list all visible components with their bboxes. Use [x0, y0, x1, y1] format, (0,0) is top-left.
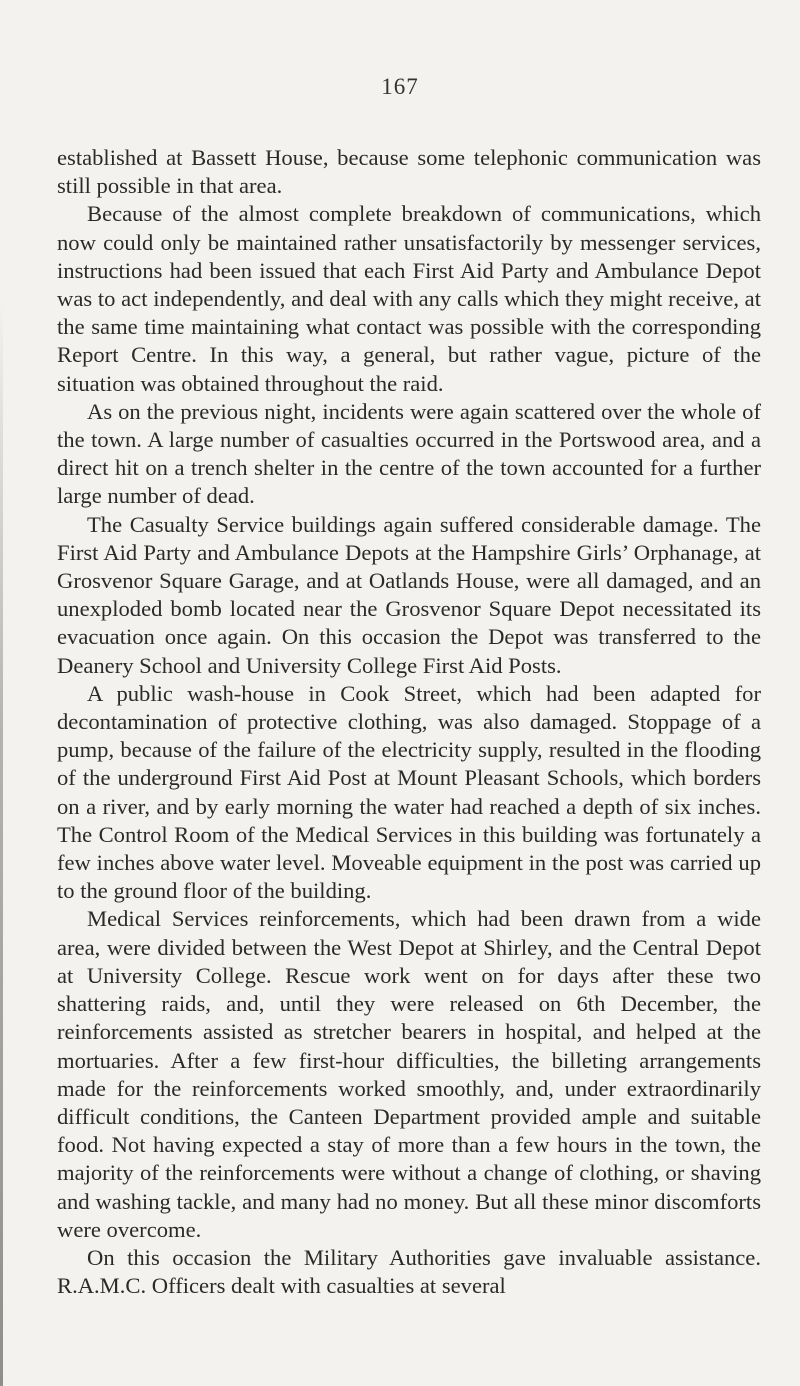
paragraph-communications: Because of the almost complete breakdown of communications, which now could only be maintained rather unsatisfactorily by messenger services, instructions had been issued that each First Aid Party and Ambulance Depot was to act independently, and deal with any calls which they might receive, at the same time maintaining what contact was possible with the corresponding Report Centre. In this way, a general, but rather vague, picture of the situation was obtained throughout the raid.: [57, 201, 761, 396]
paragraph-wash-house-flooding: A public wash-house in Cook Street, which had been adapted for decontamination of protective clothing, was also damaged. Stoppage of a pump, because of the failure of the electricity supply, resulted in the flooding of the underground First Aid Post at Mount Pleasant Schools, which borders on a river, and by early morning the water had reached a depth of six inches. The Control Room of the Medical Services in this building was fortunately a few inches above water level. Moveable equipment in the post was carried up to the ground floor of the building.: [57, 680, 761, 904]
paragraph-casualty-service-damage: The Casualty Service buildings again suffered considerable damage. The First Aid Party and Ambulance Depots at the Hampshire Girls’ Orphanage, at Grosvenor Square Garage, and at Oatlands House, were all damaged, and an unexploded bomb located near the Grosvenor Square Depot necessitated its evacuation once again. On this occasion the Depot was transferred to the Deanery School and University College First Aid Posts.: [57, 511, 761, 678]
paragraph-continuation: established at Bassett House, because some telephonic communication was still possible in that area.: [57, 145, 761, 199]
paragraph-military-assistance: On this occasion the Military Authorities gave invaluable assistance. R.A.M.C. Officers dealt with casualties at several: [57, 1244, 761, 1299]
paragraph-incidents: As on the previous night, incidents were again scattered over the whole of the town. A large number of casualties occurred in the Portswood area, and a direct hit on a trench shelter in the centre of the town accounted for a further large number of dead.: [57, 398, 761, 509]
page-number: 167: [381, 74, 419, 99]
paragraph-reinforcements: Medical Services reinforcements, which had been drawn from a wide area, were divided between the West Depot at Shirley, and the Central Depot at University College. Rescue work went on for days after these two shattering raids, and, until they were released on 6th December, the reinforcements assisted as stretcher bearers in hospital, and helped at the mortuaries. After a few first-hour difficulties, the billeting arrangements made for the reinforcements worked smoothly, and, under extraordinarily difficult conditions, the Canteen Department provided ample and suitable food. Not having expected a stay of more than a few hours in the town, the majority of the reinforcements were without a change of clothing, or shaving and washing tackle, and many had no money. But all these minor discomforts were overcome.: [57, 906, 761, 1242]
body-text: [57, 144, 761, 1300]
binding-edge-shadow: [0, 300, 3, 1386]
